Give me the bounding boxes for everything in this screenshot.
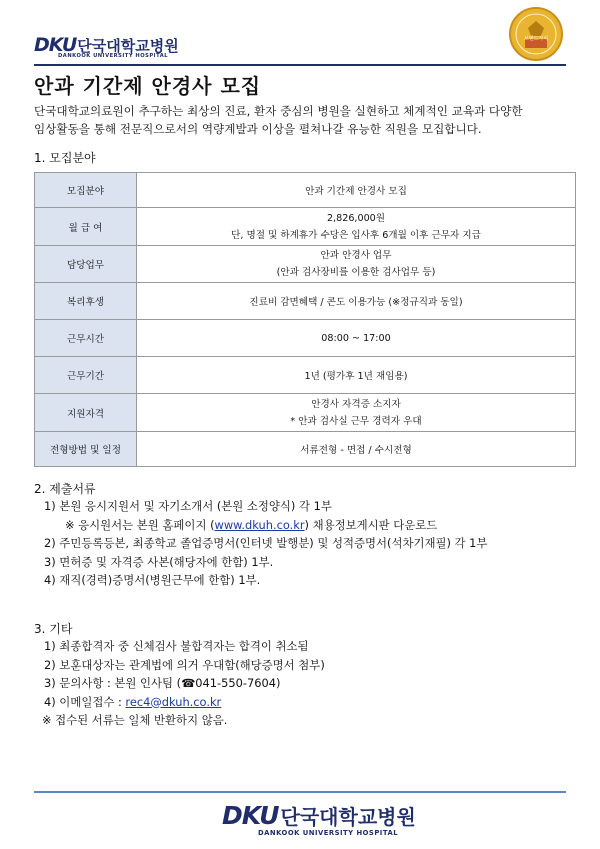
email-link[interactable]: rec4@dkuh.co.kr: [125, 694, 222, 709]
list-item: 2) 주민등록등본, 최종학교 졸업증명서(인터넷 발행분) 및 성적증명서(석차기재필) 각 1부: [44, 536, 488, 550]
header-logo-mark: DKU: [34, 34, 77, 56]
row-value-line: 안과 기간제 안경사 모집: [305, 186, 407, 197]
footer-logo: [222, 801, 416, 830]
brand-seal-text: 브랜드가치: [523, 36, 549, 42]
homepage-link[interactable]: www.dkuh.co.kr: [214, 517, 305, 532]
row-label: 근무기간: [35, 357, 137, 394]
row-value-line: 08:00 ~ 17:00: [321, 332, 391, 344]
row-label: 복리후생: [35, 283, 137, 320]
row-label: 담당업무: [35, 246, 137, 283]
table-row: [35, 432, 576, 467]
table-row: [35, 283, 576, 320]
row-value: [137, 208, 576, 246]
intro-line-1: 단국대학교의료원이 추구하는 최상의 진료, 환자 중심의 병원을 실현하고 체계적인 교육과 다양한: [34, 104, 523, 118]
footer-logo-mark: DKU: [222, 801, 279, 830]
row-label: 근무시간: [35, 320, 137, 357]
recruitment-table: [34, 172, 576, 467]
row-label: 모집분야: [35, 173, 137, 208]
table-row: [35, 394, 576, 432]
note-suffix: ) 채용정보게시판 다운로드: [304, 517, 438, 532]
footer-logo-subtitle: DANKOOK UNIVERSITY HOSPITAL: [258, 829, 399, 837]
header-logo-subtitle: DANKOOK UNIVERSITY HOSPITAL: [58, 53, 169, 59]
row-value-line: 안과 안경사 업무: [320, 250, 392, 261]
row-value-line: 2,826,000원: [326, 212, 386, 224]
section3-list: [44, 637, 325, 730]
row-value-line: 1년 (평가후 1년 재임용): [304, 371, 408, 382]
row-value: [137, 283, 576, 320]
footer-top-rule: [34, 791, 566, 793]
list-item-email: [44, 693, 325, 712]
table-row: [35, 246, 576, 283]
row-value: [137, 432, 576, 467]
footer-logo-name: 단국대학교병원: [280, 805, 416, 829]
list-item: 3) 문의사항 : 본원 인사팀 (☎041-550-7604): [44, 676, 281, 690]
table-row: [35, 320, 576, 357]
section1-heading: 1. 모집분야: [34, 151, 96, 165]
note-prefix: ※ 응시원서는 본원 홈페이지 (: [65, 517, 215, 532]
intro-paragraph: [34, 102, 574, 138]
list-item: 1) 최종합격자 중 신체검사 불합격자는 합격이 취소됨: [44, 639, 309, 653]
section2-heading: 2. 제출서류: [34, 482, 96, 496]
row-label: 전형방법 및 일정: [35, 432, 137, 467]
row-value: [137, 394, 576, 432]
list-item: 1) 본원 응시지원서 및 자기소개서 (본원 소정양식) 각 1부: [44, 499, 332, 513]
email-label: 4) 이메일접수 :: [44, 694, 126, 709]
row-label: 월 급 여: [35, 208, 137, 246]
row-value-line: (안과 검사장비를 이용한 검사업무 등): [276, 267, 436, 278]
row-value: [137, 246, 576, 283]
intro-line-2: 임상활동을 통해 전문직으로서의 역량계발과 이상을 펼쳐나갈 유능한 직원을 모집합니다.: [34, 122, 482, 136]
brand-seal-icon: [508, 6, 564, 62]
title-top-rule: [34, 64, 566, 66]
row-value: [137, 320, 576, 357]
row-label: 지원자격: [35, 394, 137, 432]
section2-list: [44, 497, 487, 590]
row-value-line: 진료비 감면혜택 / 콘도 이용가능 (※정규직과 동일): [249, 297, 463, 308]
row-value: [137, 173, 576, 208]
row-value: [137, 357, 576, 394]
table-row: [35, 357, 576, 394]
section3-heading: 3. 기타: [34, 622, 73, 636]
list-item-note: ※ 접수된 서류는 일체 반환하지 않음.: [42, 713, 228, 727]
header-logo-name: 단국대학교병원: [77, 37, 179, 55]
row-value-line: 단, 명절 및 하계휴가 수당은 입사후 6개월 이후 근무자 지급: [231, 229, 481, 241]
page-title: 안과 기간제 안경사 모집: [34, 74, 262, 98]
table-row: [35, 173, 576, 208]
row-value-line: * 안과 검사실 근무 경력자 우대: [290, 415, 422, 427]
list-item: 2) 보훈대상자는 관계법에 의거 우대함(해당증명서 첨부): [44, 657, 325, 672]
list-item: 3) 면허증 및 자격증 사본(해당자에 한함) 1부.: [44, 554, 274, 569]
list-item: 4) 재직(경력)증명서(병원근무에 한함) 1부.: [44, 573, 261, 587]
row-value-line: 안경사 자격증 소지자: [311, 398, 401, 410]
table-row: [35, 208, 576, 246]
list-item-note: [44, 516, 487, 535]
row-value-line: 서류전형 - 면접 / 수시전형: [300, 445, 412, 456]
